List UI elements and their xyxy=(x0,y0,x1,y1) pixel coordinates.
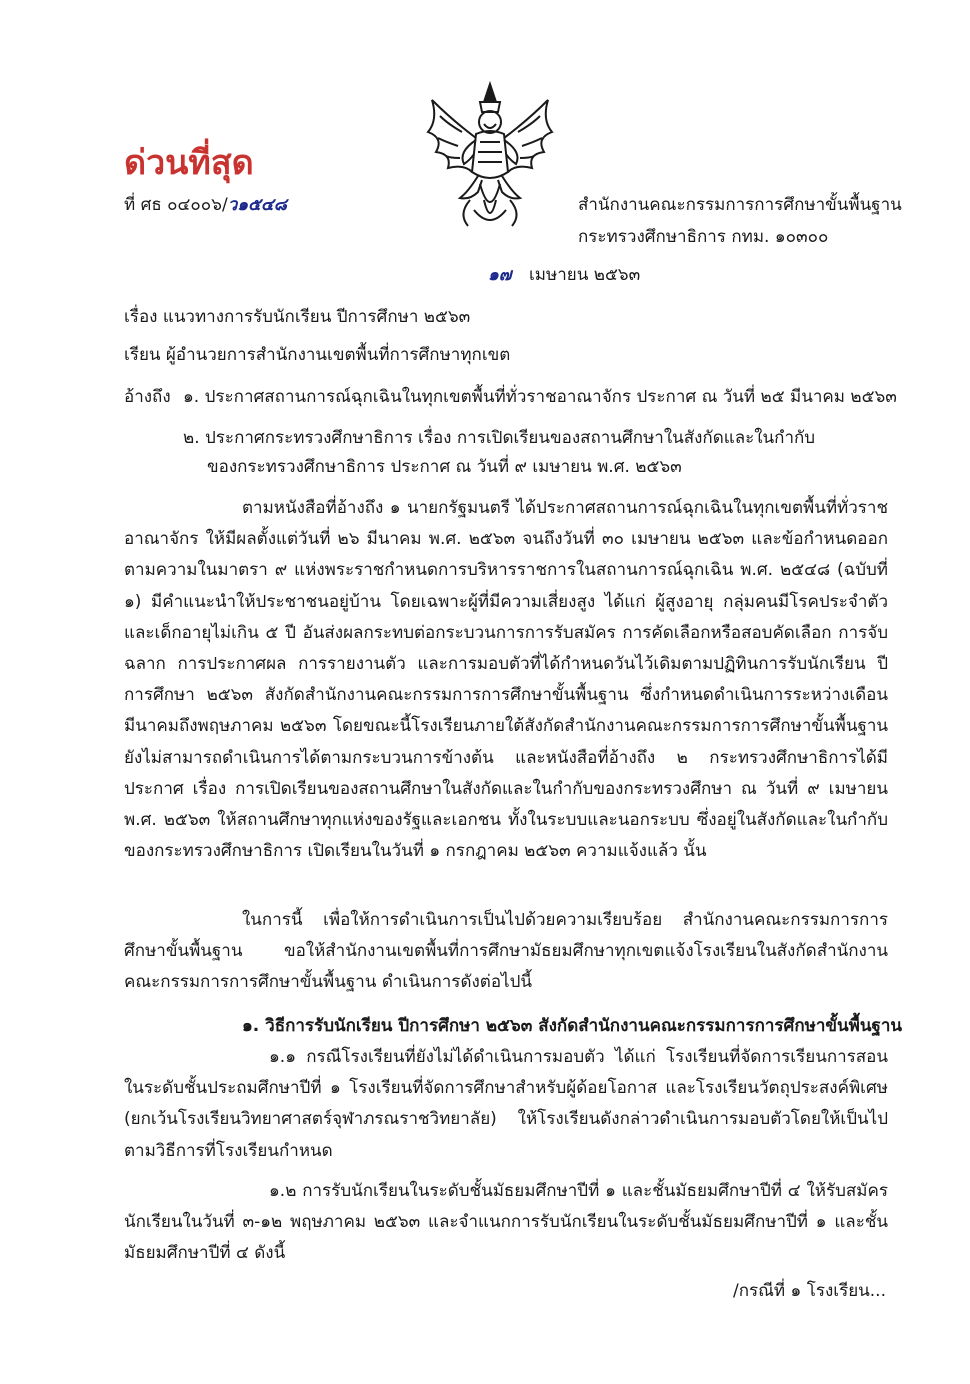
reference-label: อ้างถึง xyxy=(124,387,171,407)
item-1-1: ๑.๑ กรณีโรงเรียนที่ยังไม่ได้ดำเนินการมอบตัว ได้แก่ โรงเรียนที่จัดการเรียนการสอนในระดับชั้นประถมศึกษาปีที่ ๑ โรงเรียนที่จัดการศึกษาสำหรับผู้ด้อยโอกาส และโรงเรียนวัตถุประสงค์พิเศษ (ยกเว้นโรงเรียนวิทยาศาสตร์จุฬาภรณราชวิทยาลัย) ให้โรงเรียนดังกล่าวดำเนินการมอบตัวโดยให้เป็นไปตามวิธีการที่โรงเรียนกำหนด xyxy=(124,1047,888,1161)
garuda-emblem xyxy=(418,80,563,232)
item-1-2: ๑.๒ การรับนักเรียนในระดับชั้นมัธยมศึกษาปีที่ ๑ และชั้นมัธยมศึกษาปีที่ ๔ ให้รับสมัครนักเรียนในวันที่ ๓-๑๒ พฤษภาคม ๒๕๖๓ และจำแนกการรับนักเรียนในระดับชั้นมัธยมศึกษาปีที่ ๑ และชั้นมัธยมศึกษาปีที่ ๔ ดังนี้ xyxy=(124,1181,888,1264)
office-name: สำนักงานคณะกรรมการการศึกษาขั้นพื้นฐาน xyxy=(578,195,902,215)
urgency-stamp: ด่วนที่สุด xyxy=(124,143,254,183)
continuation-note: /กรณีที่ ๑ โรงเรียน... xyxy=(732,1281,886,1301)
letter-date xyxy=(488,263,640,287)
salutation-line: เรียน ผู้อำนวยการสำนักงานเขตพื้นที่การศึกษาทุกเขต xyxy=(124,345,511,365)
garuda-icon xyxy=(418,80,563,232)
reference-number xyxy=(124,193,287,217)
reference-item-2-line-2: ของกระทรวงศึกษาธิการ ประกาศ ณ วันที่ ๙ เมษายน พ.ศ. ๒๕๖๓ xyxy=(207,457,682,477)
subject-line: เรื่อง แนวทางการรับนักเรียน ปีการศึกษา ๒๕๖๓ xyxy=(124,307,471,327)
reference-item-2-line-1: ๒. ประกาศกระทรวงศึกษาธิการ เรื่อง การเปิดเรียนของสถานศึกษาในสังกัดและในกำกับ xyxy=(183,428,816,448)
date-month-year: เมษายน ๒๕๖๓ xyxy=(528,265,641,285)
office-address: กระทรวงศึกษาธิการ กทม. ๑๐๓๐๐ xyxy=(578,227,829,247)
reference-handwritten-number: ว๑๕๔๘ xyxy=(227,195,287,215)
date-day-handwritten: ๑๗ xyxy=(488,265,512,285)
section-heading-1: ๑. วิธีการรับนักเรียน ปีการศึกษา ๒๕๖๓ สังกัดสำนักงานคณะกรรมการการศึกษาขั้นพื้นฐาน xyxy=(242,1016,902,1036)
body-paragraph-2: ในการนี้ เพื่อให้การดำเนินการเป็นไปด้วยความเรียบร้อย สำนักงานคณะกรรมการการศึกษาขั้นพื้นฐาน ขอให้สำนักงานเขตพื้นที่การศึกษามัธยมศึกษาทุกเขตแจ้งโรงเรียนในสังกัดสำนักงานคณะกรรมการการศึกษาขั้นพื้นฐาน ดำเนินการดังต่อไปนี้ xyxy=(124,910,888,993)
reference-item-1: ๑. ประกาศสถานการณ์ฉุกเฉินในทุกเขตพื้นที่ทั่วราชอาณาจักร ประกาศ ณ วันที่ ๒๕ มีนาคม ๒๕๖๓ xyxy=(183,387,897,407)
reference-prefix: ที่ ศธ ๐๔๐๐๖/ xyxy=(124,195,228,215)
body-paragraph-1: ตามหนังสือที่อ้างถึง ๑ นายกรัฐมนตรี ได้ประกาศสถานการณ์ฉุกเฉินในทุกเขตพื้นที่ทั่วราชอาณาจักร ให้มีผลตั้งแต่วันที่ ๒๖ มีนาคม พ.ศ. ๒๕๖๓ จนถึงวันที่ ๓๐ เมษายน ๒๕๖๓ และข้อกำหนดออกตามความในมาตรา ๙ แห่งพระราชกำหนดการบริหารราชการในสถานการณ์ฉุกเฉิน พ.ศ. ๒๕๔๘ (ฉบับที่ ๑) มีคำแนะนำให้ประชาชนอยู่บ้าน โดยเฉพาะผู้ที่มีความเสี่ยงสูง ได้แก่ ผู้สูงอายุ กลุ่มคนมีโรคประจำตัว และเด็กอายุไม่เกิน ๕ ปี อันส่งผลกระทบต่อกระบวนการการรับสมัคร การคัดเลือกหรือสอบคัดเลือก การจับฉลาก การประกาศผล การรายงานตัว และการมอบตัวที่ได้กำหนดวันไว้เดิมตามปฏิทินการรับนักเรียน ปีการศึกษา ๒๕๖๓ สังกัดสำนักงานคณะกรรมการการศึกษาขั้นพื้นฐาน ซึ่งกำหนดดำเนินการระหว่างเดือนมีนาคมถึงพฤษภาคม ๒๕๖๓ โดยขณะนี้โรงเรียนภายใต้สังกัดสำนักงานคณะกรรมการการศึกษาขั้นพื้นฐานยังไม่สามารถดำเนินการได้ตามกระบวนการข้างต้น และหนังสือที่อ้างถึง ๒ กระทรวงศึกษาธิการได้มีประกาศ เรื่อง การเปิดเรียนของสถานศึกษาในสังกัดและในกำกับของกระทรวงศึกษา ณ วันที่ ๙ เมษายน พ.ศ. ๒๕๖๓ ให้สถานศึกษาทุกแห่งของรัฐและเอกชน ทั้งในระบบและนอกระบบ ซึ่งอยู่ในสังกัดและในกำกับของกระทรวงศึกษาธิการ เปิดเรียนในวันที่ ๑ กรกฎาคม ๒๕๖๓ ความแจ้งแล้ว นั้น xyxy=(124,498,888,862)
